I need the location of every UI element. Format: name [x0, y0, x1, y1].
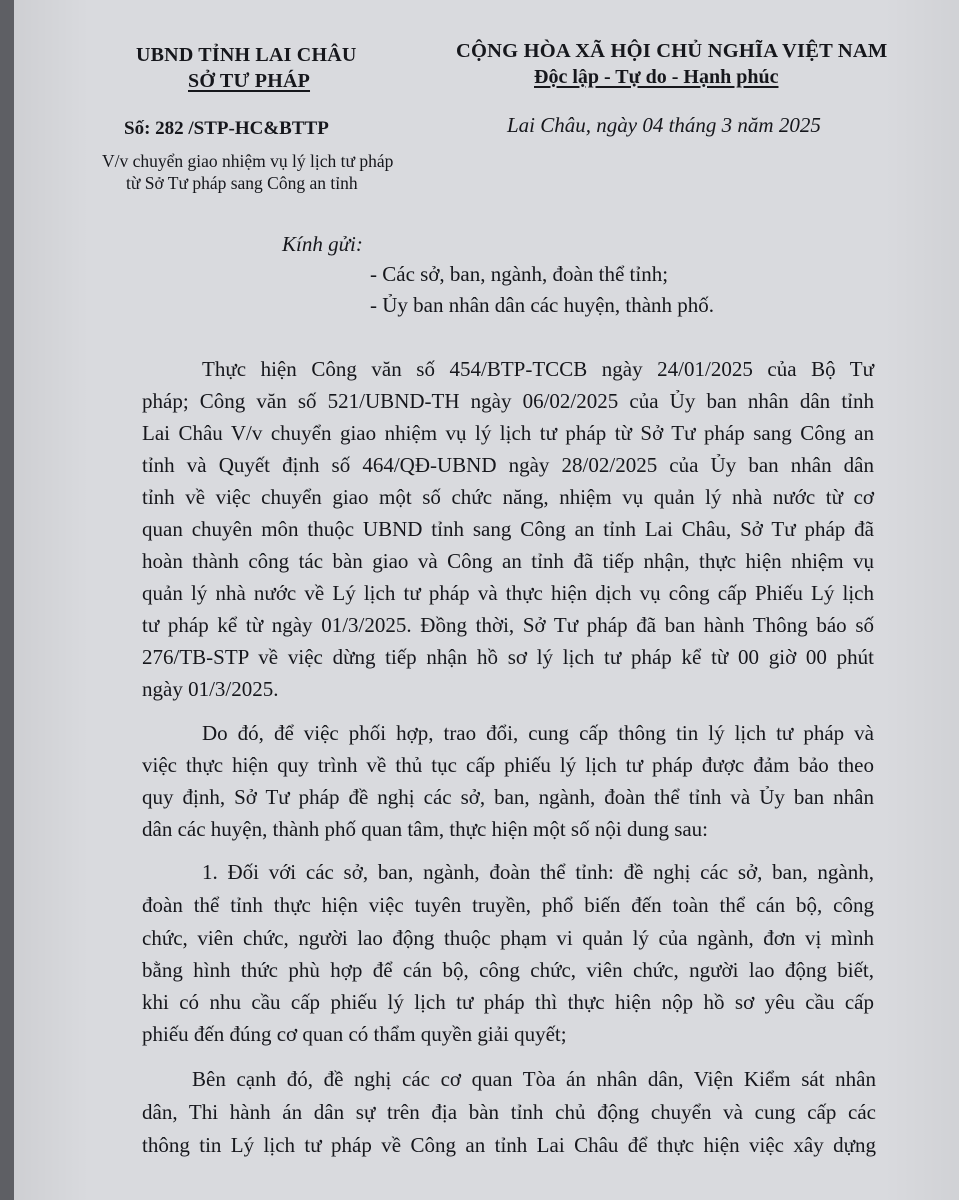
- paragraph-1-line: Thực hiện Công văn số 454/BTP-TCCB ngày 24/01/2025 của Bộ Tư: [202, 357, 874, 381]
- paragraph-1-line: hoàn thành công tác bàn giao và Công an tỉnh đã tiếp nhận, thực hiện nhiệm vụ: [142, 549, 874, 573]
- paragraph-3-line: khi có nhu cầu cấp phiếu lý lịch tư pháp thì thực hiện nộp hồ sơ yêu cầu cấp: [142, 990, 874, 1014]
- paragraph-4-line: Bên cạnh đó, đề nghị các cơ quan Tòa án nhân dân, Viện Kiểm sát nhân: [192, 1067, 876, 1091]
- agency-name: UBND TỈNH LAI CHÂU: [136, 44, 357, 66]
- paragraph-1-line: pháp; Công văn số 521/UBND-TH ngày 06/02/2025 của Ủy ban nhân dân tỉnh: [142, 389, 874, 413]
- paragraph-1-line: quan chuyên môn thuộc UBND tỉnh sang Công an tỉnh Lai Châu, Sở Tư pháp đã: [142, 517, 874, 541]
- paragraph-1-line: tư pháp kể từ ngày 01/3/2025. Đồng thời, Sở Tư pháp đã ban hành Thông báo số: [142, 613, 874, 637]
- recipients-label: Kính gửi:: [282, 232, 363, 256]
- paragraph-1-line: Lai Châu V/v chuyển giao nhiệm vụ lý lịch tư pháp từ Sở Tư pháp sang Công an: [142, 421, 874, 445]
- paragraph-3-line: chức, viên chức, người lao động thuộc phạm vi quản lý của ngành, đơn vị mình: [142, 926, 874, 950]
- national-title: CỘNG HÒA XÃ HỘI CHỦ NGHĨA VIỆT NAM: [456, 40, 888, 62]
- paragraph-3-line: bằng hình thức phù hợp để cán bộ, công chức, viên chức, người lao động biết,: [142, 958, 874, 982]
- recipient-item: - Các sở, ban, ngành, đoàn thể tỉnh;: [370, 262, 669, 286]
- subject-line-2: từ Sở Tư pháp sang Công an tỉnh: [126, 173, 358, 193]
- recipient-item: - Ủy ban nhân dân các huyện, thành phố.: [370, 293, 715, 317]
- document-number: Số: 282 /STP-HC&BTTP: [124, 118, 329, 139]
- paragraph-3-line: phiếu đến đúng cơ quan có thẩm quyền giải quyết;: [142, 1022, 567, 1046]
- paragraph-4-line: dân, Thi hành án dân sự trên địa bàn tỉnh chủ động chuyển và cung cấp các: [142, 1100, 876, 1124]
- paragraph-2-line: quy định, Sở Tư pháp đề nghị các sở, ban, ngành, đoàn thể tỉnh và Ủy ban nhân: [142, 785, 874, 809]
- national-motto: Độc lập - Tự do - Hạnh phúc: [534, 66, 779, 88]
- paragraph-3-line: 1. Đối với các sở, ban, ngành, đoàn thể tỉnh: đề nghị các sở, ban, ngành,: [202, 860, 874, 884]
- document-page: [14, 0, 959, 1200]
- paragraph-1-line: ngày 01/3/2025.: [142, 677, 279, 701]
- department-name: SỞ TƯ PHÁP: [188, 70, 311, 92]
- paragraph-1-line: tỉnh về việc chuyển giao một số chức năng, nhiệm vụ quản lý nhà nước từ cơ: [142, 485, 874, 509]
- paragraph-1-line: tỉnh và Quyết định số 464/QĐ-UBND ngày 28/02/2025 của Ủy ban nhân dân: [142, 453, 874, 477]
- subject-line-1: V/v chuyển giao nhiệm vụ lý lịch tư pháp: [102, 151, 394, 171]
- paragraph-1-line: quản lý nhà nước về Lý lịch tư pháp và thực hiện dịch vụ công cấp Phiếu Lý lịch: [142, 581, 874, 605]
- place-date: Lai Châu, ngày 04 tháng 3 năm 2025: [507, 113, 821, 137]
- paragraph-2-line: việc thực hiện quy trình về thủ tục cấp phiếu lý lịch tư pháp được đảm bảo theo: [142, 753, 874, 777]
- paragraph-2-line: dân các huyện, thành phố quan tâm, thực hiện một số nội dung sau:: [142, 817, 709, 841]
- paragraph-1-line: 276/TB-STP về việc dừng tiếp nhận hồ sơ lý lịch tư pháp kể từ 00 giờ 00 phút: [142, 645, 874, 669]
- paragraph-4-line: thông tin Lý lịch tư pháp về Công an tỉnh Lai Châu để thực hiện việc xây dựng: [142, 1133, 876, 1157]
- paragraph-2-line: Do đó, để việc phối hợp, trao đổi, cung cấp thông tin lý lịch tư pháp và: [202, 721, 874, 745]
- paragraph-3-line: đoàn thể tỉnh thực hiện việc tuyên truyền, phổ biến đến toàn thể cán bộ, công: [142, 893, 874, 917]
